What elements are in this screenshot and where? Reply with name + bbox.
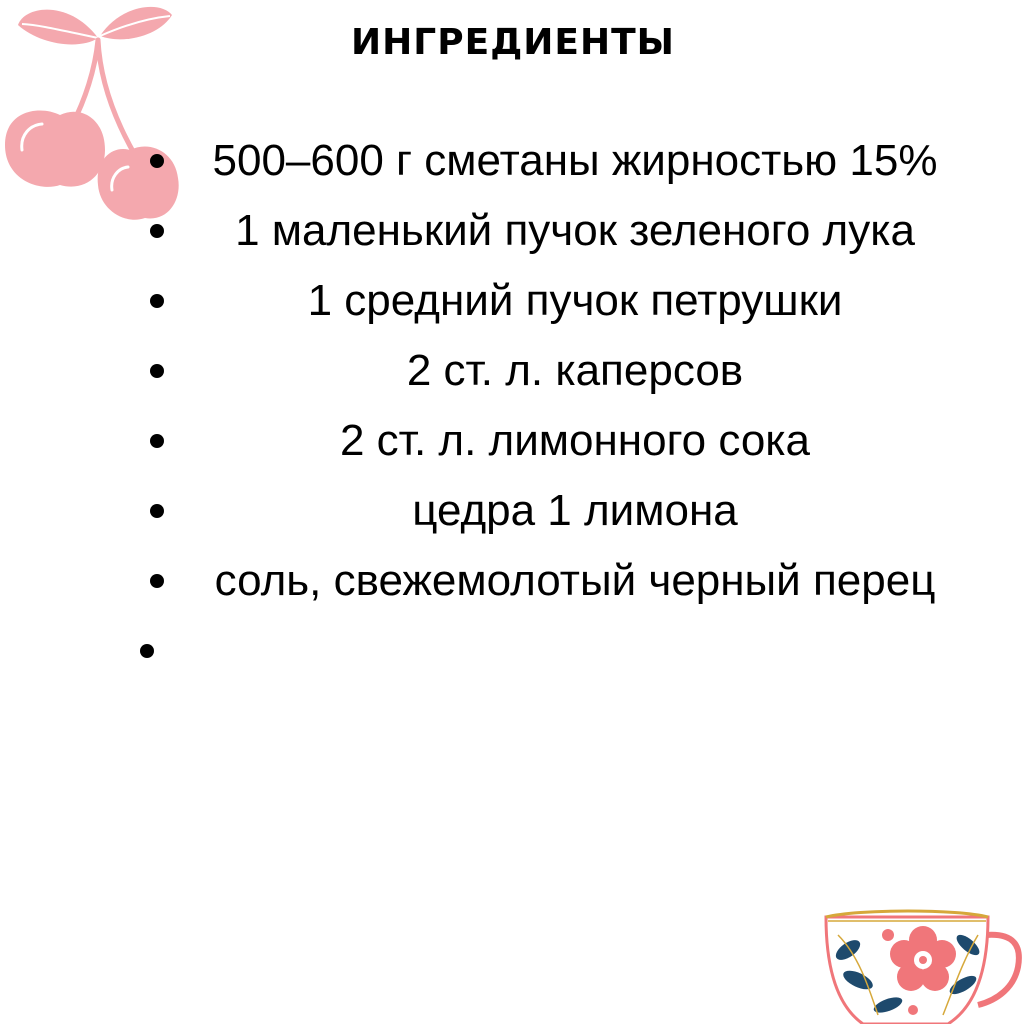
bullet-icon <box>150 294 164 308</box>
list-item <box>130 476 990 546</box>
bullet-icon <box>150 504 164 518</box>
list-item <box>130 336 990 406</box>
list-item <box>130 196 990 266</box>
ingredient-text: 1 маленький пучок зеленого лука <box>235 206 915 255</box>
ingredients-list <box>130 126 990 686</box>
list-item <box>130 126 990 196</box>
teacup-icon <box>818 905 1024 1024</box>
ingredient-text: 2 ст. л. лимонного сока <box>339 416 810 465</box>
bullet-icon <box>150 154 164 168</box>
ingredient-text: цедра 1 лимона <box>412 486 738 535</box>
ingredient-text: 1 средний пучок петрушки <box>307 276 843 325</box>
list-item <box>130 266 990 336</box>
ingredient-text: соль, свежемолотый черный перец <box>214 556 936 605</box>
bullet-icon <box>150 574 164 588</box>
bullet-icon <box>150 434 164 448</box>
list-item-empty <box>130 616 990 686</box>
bullet-icon <box>150 364 164 378</box>
bullet-icon <box>140 644 154 658</box>
page-title: ИНГРЕДИЕНТЫ <box>351 22 675 63</box>
list-item <box>130 406 990 476</box>
bullet-icon <box>150 224 164 238</box>
ingredient-text: 2 ст. л. каперсов <box>406 346 744 395</box>
ingredient-text: 500–600 г сметаны жирностью 15% <box>212 136 938 185</box>
list-item <box>130 546 990 616</box>
